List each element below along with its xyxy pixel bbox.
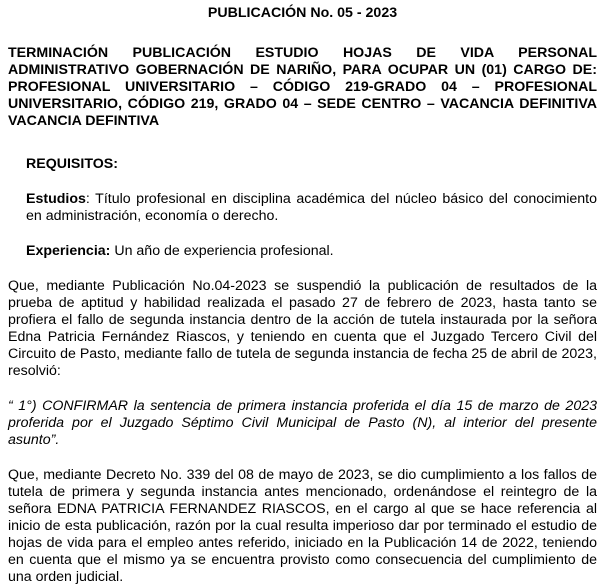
document-heading: TERMINACIÓN PUBLICACIÓN ESTUDIO HOJAS DE VIDA PERSONAL ADMINISTRATIVO GOBERNACIÓN DE NARIÑO, PARA OCUPAR UN (01) CARGO DE: PROFESIONAL UNIVERSITARIO – CÓDIGO 219-GRADO 04 – PROFESIONAL UNIVERSITARIO, CÓDIGO 219, GRADO 04 – SEDE CENTRO – VACANCIA DEFINITIVA VACANCIA DEFINTIVA [8,45,597,129]
experience-text: Un año de experiencia profesional. [110,243,334,259]
court-ruling-quote: “ 1°) CONFIRMAR la sentencia de primera instancia proferida el día 15 de marzo de 2023 proferida por el Juzgado Séptimo Civil Municipal de Pasto (N), al interior del presente asunto”. [8,398,597,448]
studies-label: Estudios [26,191,86,207]
experience-requirement [26,243,597,260]
studies-text: : Título profesional en disciplina académica del núcleo básico del conocimiento en administración, economía o derecho. [26,191,597,224]
publication-title: PUBLICACIÓN No. 05 - 2023 [207,5,398,21]
studies-requirement [26,191,597,225]
experience-label: Experiencia: [26,243,111,259]
paragraph-suspension: Que, mediante Publicación No.04-2023 se suspendió la publicación de resultados de la prueba de aptitud y habilidad realizada el pasado 27 de febrero de 2023, hasta tanto se profiera el fallo de segunda instancia dentro de la acción de tutela instaurada por la señora Edna Patricia Fernández Riascos, y teniendo en cuenta que el Juzgado Tercero Civil del Circuito de Pasto, mediante fallo de tutela de segunda instancia de fecha 25 de abril de 2023, resolvió: [8,278,597,379]
requirements-title: REQUISITOS: [26,156,118,172]
document-page [0,5,605,585]
paragraph-decree: Que, mediante Decreto No. 339 del 08 de mayo de 2023, se dio cumplimiento a los fallos de tutela de primera y segunda instancia antes mencionado, ordenándose el reintegro de la señora EDNA PATRICIA FERNANDEZ RIASCOS, en el cargo al que se hace referencia al inicio de esta publicación, razón por la cual resulta imperioso dar por terminado el estudio de hojas de vida para el empleo antes referido, iniciado en la Publicación 14 de 2022, teniendo en cuenta que el mismo ya se encuentra provisto como consecuencia del cumplimiento de una orden judicial. [8,467,597,585]
